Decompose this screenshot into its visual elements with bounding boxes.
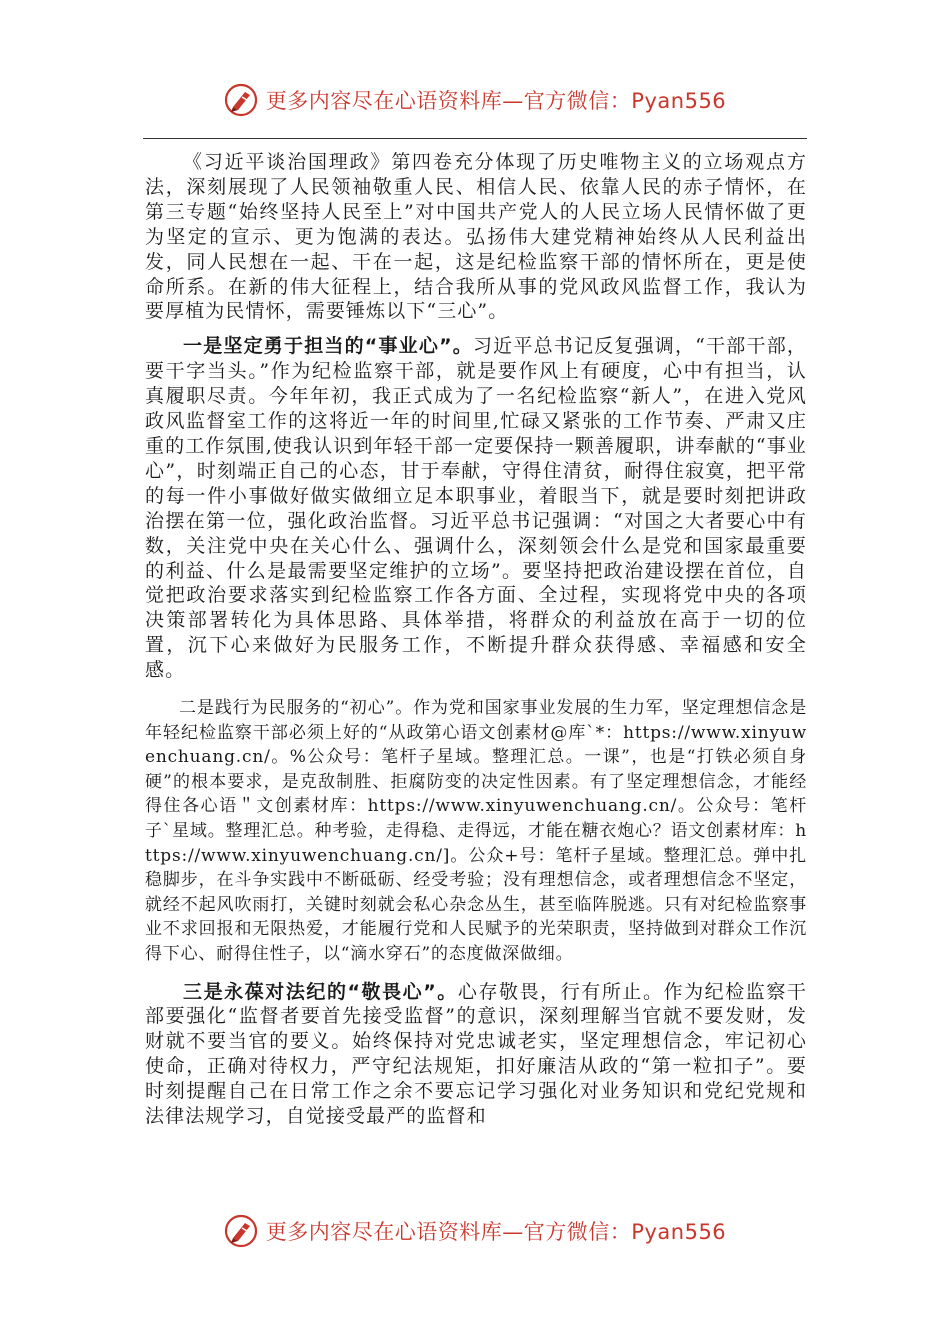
paragraph-career-heart-text: 习近平总书记反复强调，“干部干部，要干字当头。”作为纪检监察干部，就是要作风上有硬度，心中有担当，认真履职尽责。今年年初，我正式成为了一名纪检监察“新人”，在进入党风政风监督室工作的这将近一年的时间里,忙碌又紧张的工作节奏、严肃又庄重的工作氛围,使我认识到年轻干部一定要保持一颗善履职，讲奉献的“事业心”，时刻端正自己的心态，甘于奉献，守得住清贫，耐得住寂寞，把平常的每一件小事做好做实做细立足本职事业，着眼当下，就是要时刻把讲政治摆在第一位，强化政治监督。习近平总书记强调：“对国之大者要心中有数，关注党中央在关心什么、强调什么，深刻领会什么是党和国家最重要的利益、什么是最需要坚定维护的立场”。要坚持把政治建设摆在首位，自觉把政治要求落实到纪检监察工作各方面、全过程，实现将党中央的各项决策部署转化为具体思路、具体举措，将群众的利益放在高于一切的位置，沉下心来做好为民服务工作，不断提升群众获得感、幸福感和安全感。 [145,335,807,682]
paragraph-reverence-heart-text: 心存敬畏，行有所止。作为纪检监察干部要强化“监督者要首先接受监督”的意识，深刻理解当官就不要发财，发财就不要当官的要义。始终保持对党忠诚老实，坚定理想信念，牢记初心使命，正确对待权力，严守纪法规矩，扣好廉洁从政的“第一粒扣子”。要时刻提醒自己在日常工作之余不要忘记学习强化对业务知识和党纪党规和法律法规学习，自觉接受最严的监督和 [145,980,807,1128]
paragraph-original-heart-text: 二是践行为民服务的“初心”。作为党和国家事业发展的生力军，坚定理想信念是年轻纪检监察干部必须上好的“从政第心语文创素材@库`*：https://www.xinyuwenchuang.cn/。%公众号：笔杆子星域。整理汇总。一课”，也是“打铁必须自身硬”的根本要求，是克敌制胜、拒腐防变的决定性因素。有了坚定理想信念，才能经得住各心语＂文创素材库：https://www.xinyuwenchuang.cn/。公众号：笔杆子`星域。整理汇总。种考验，走得稳、走得远，才能在糖衣炮心？语文创素材库：https://www.xinyuwenchuang.cn/]。公众+号：笔杆子星域。整理汇总。弹中扎稳脚步，在斗争实践中不断砥砺、经受考验；没有理想信念，或者理想信念不坚定，就经不起风吹雨打，关键时刻就会私心杂念丛生，甚至临阵脱逃。只有对纪检监察事业不求回报和无限热爱，才能履行党和人民赋予的光荣职责，坚持做到对群众工作沉得下心、耐得住性子，以“滴水穿石”的态度做深做细。 [145,698,807,964]
paragraph-reverence-heart-lead: 三是永葆对法纪的“敬畏心”。 [183,980,458,1003]
footer-banner-text: 更多内容尽在心语资料库—官方微信：Pyan556 [265,1220,727,1244]
paragraph-intro [145,150,807,324]
paragraph-career-heart-lead: 一是坚定勇于担当的“事业心”。 [183,335,473,358]
header-banner-text: 更多内容尽在心语资料库—官方微信：Pyan556 [265,89,727,113]
paragraph-original-heart [145,696,807,967]
document-body [145,150,807,1129]
header-banner [0,78,950,122]
pen-nib-logo-icon [224,1214,258,1248]
paragraph-reverence-heart [145,980,807,1129]
paragraph-intro-text: 《习近平谈治国理政》第四卷充分体现了历史唯物主义的立场观点方法，深刻展现了人民领袖敬重人民、相信人民、依靠人民的赤子情怀，在第三专题“始终坚持人民至上”对中国共产党人的人民立场人民情怀做了更为坚定的宣示、更为饱满的表达。弘扬伟大建党精神始终从人民利益出发，同人民想在一起、干在一起，这是纪检监察干部的情怀所在，更是使命所系。在新的伟大征程上，结合我所从事的党风政风监督工作，我认为要厚植为民情怀，需要锤炼以下“三心”。 [145,151,807,323]
pen-nib-logo-icon [224,83,258,117]
paragraph-career-heart [145,334,807,683]
footer-banner [0,1209,950,1253]
header-divider [143,138,807,139]
